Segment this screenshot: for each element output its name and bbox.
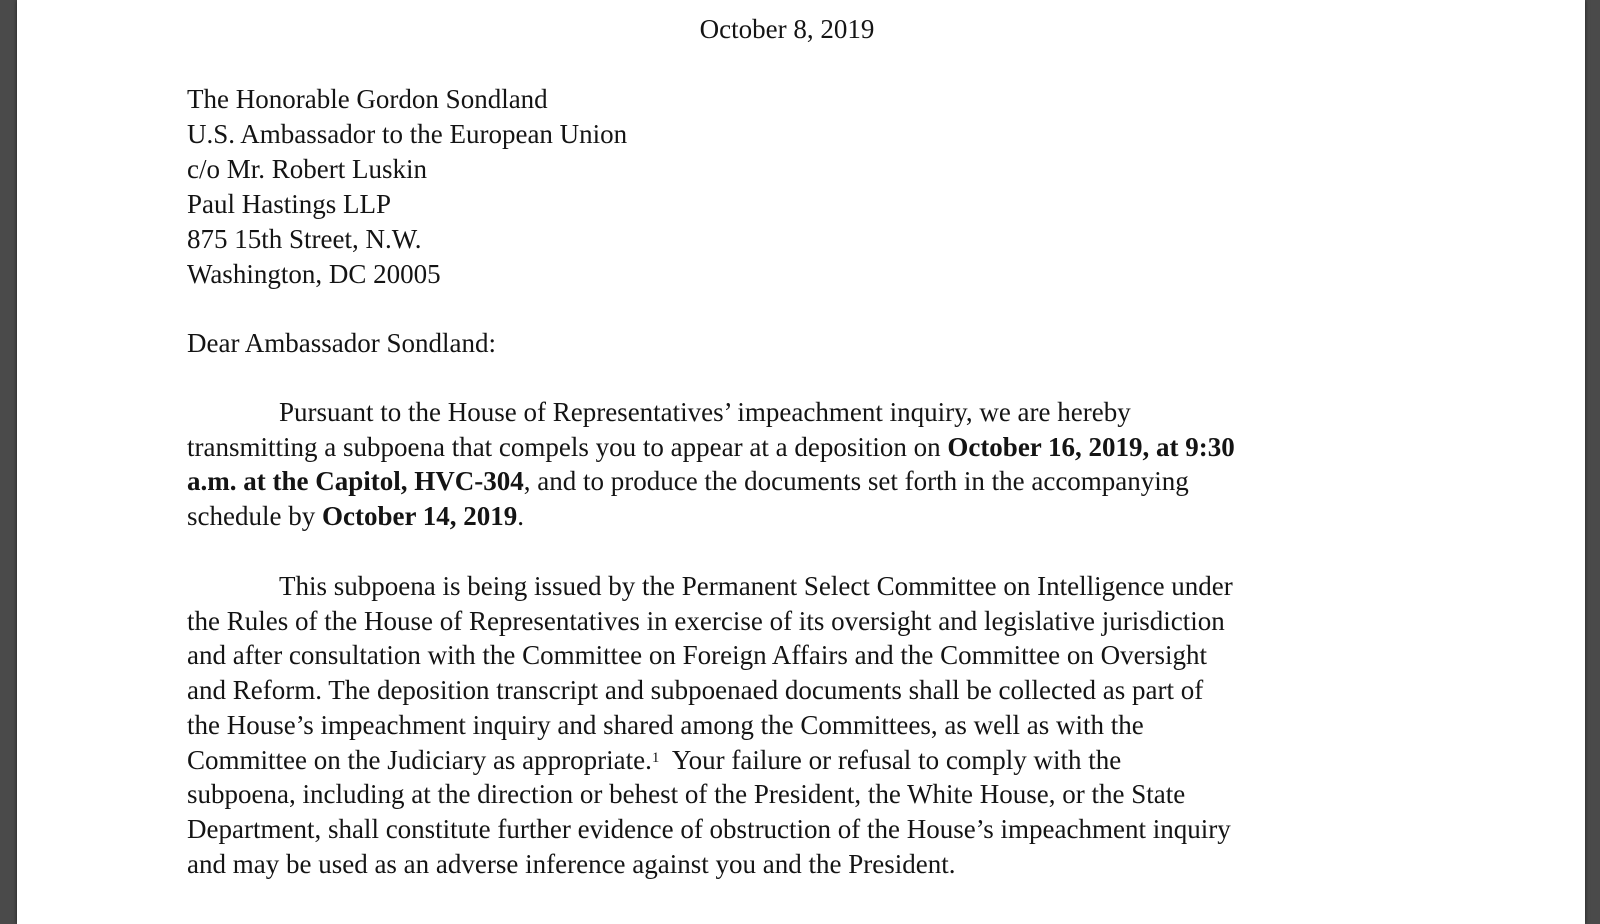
deposition-location: a.m. at the Capitol, HVC-304 — [187, 466, 524, 497]
paragraph-line: This subpoena is being issued by the Permanent Select Committee on Intelligence under — [279, 571, 1233, 601]
paragraph-line: and Reform. The deposition transcript and subpoenaed documents shall be collected as part of — [187, 675, 1204, 706]
document-page[interactable] — [17, 0, 1585, 924]
address-line: U.S. Ambassador to the European Union — [187, 119, 628, 149]
text-run: , and to produce the documents set forth in the accompanying — [523, 466, 1189, 497]
paragraph-line — [187, 743, 1377, 778]
text-run: Pursuant to the House of Representatives’ impeachment inquiry, we are hereby — [279, 397, 1131, 427]
text-run: transmitting a subpoena that compels you to appear at a deposition on — [187, 431, 948, 462]
paragraph-line — [187, 499, 1377, 534]
paragraph-subpoena-authority — [187, 569, 1377, 881]
deposition-date: October 16, 2019, at 9:30 — [947, 431, 1235, 462]
paragraph-line: and may be used as an adverse inference against you and the President. — [187, 848, 956, 879]
documents-due-date: October 14, 2019 — [321, 501, 518, 532]
paragraph-line: and after consultation with the Committee on Foreign Affairs and the Committee on Oversight — [187, 640, 1208, 671]
recipient-address — [187, 82, 627, 292]
paragraph-line: the House’s impeachment inquiry and shared among the Committees, as well as with the — [187, 709, 1144, 740]
paragraph-line: Department, shall constitute further evidence of obstruction of the House’s impeachment inquiry — [187, 813, 1231, 844]
text-run: . — [517, 501, 524, 532]
text-run: Your failure or refusal to comply with the — [659, 744, 1122, 775]
letter-body — [17, 0, 1585, 924]
address-line: c/o Mr. Robert Luskin — [187, 154, 427, 184]
paragraph-line — [187, 430, 1377, 465]
footnote-marker[interactable]: 1 — [651, 749, 660, 766]
address-line: Washington, DC 20005 — [187, 259, 441, 289]
address-line: The Honorable Gordon Sondland — [187, 84, 548, 114]
paragraph-line: the Rules of the House of Representatives in exercise of its oversight and legislative jurisdiction — [187, 605, 1225, 636]
salutation: Dear Ambassador Sondland: — [187, 328, 496, 358]
address-line: 875 15th Street, N.W. — [187, 224, 422, 254]
paragraph-line: subpoena, including at the direction or behest of the President, the White House, or the State — [187, 779, 1186, 810]
paragraph-subpoena-transmittal — [187, 395, 1377, 534]
paragraph-line — [187, 464, 1377, 499]
paragraph-line — [187, 395, 1377, 430]
text-run: schedule by — [187, 501, 322, 532]
address-line: Paul Hastings LLP — [187, 189, 392, 219]
letter-date: October 8, 2019 — [699, 14, 875, 44]
text-run: Committee on the Judiciary as appropriate. — [187, 744, 652, 775]
